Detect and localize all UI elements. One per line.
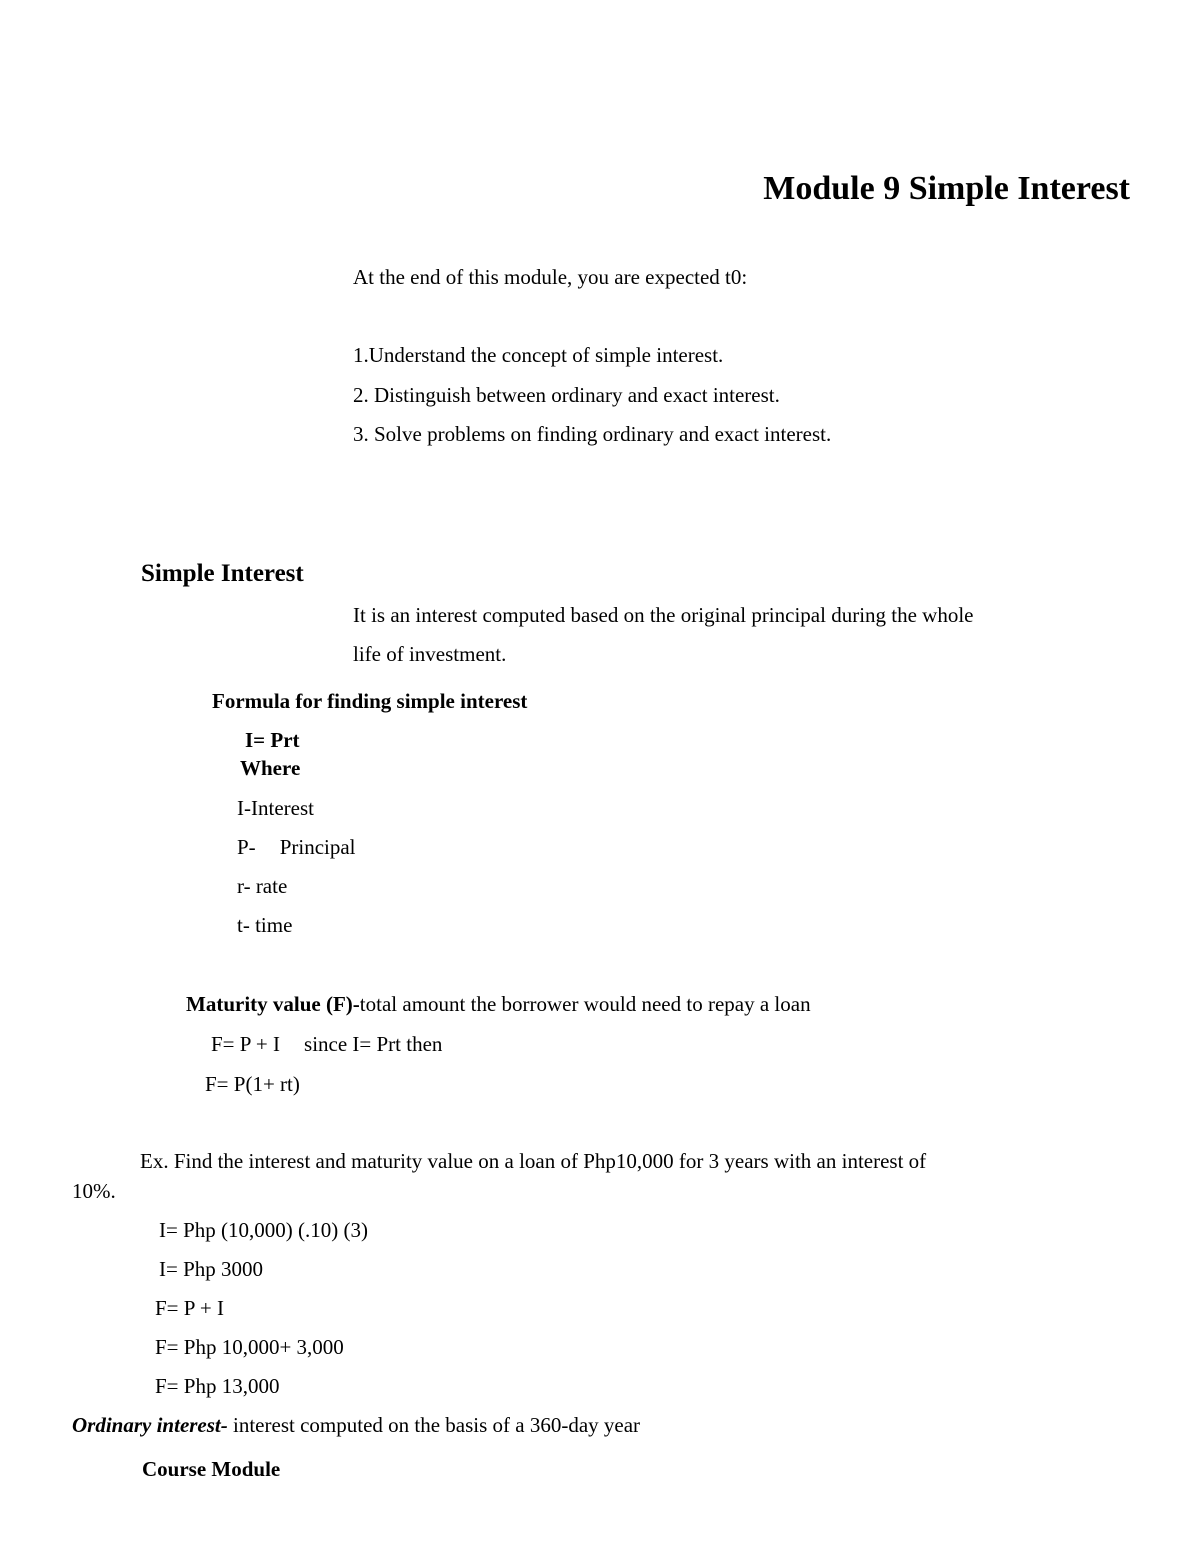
objective-item: 3. Solve problems on finding ordinary and exact interest. (353, 422, 832, 446)
example-problem: Ex. Find the interest and maturity value on a loan of Php10,000 for 3 years with an interest of (140, 1149, 927, 1173)
ordinary-interest-term: Ordinary interest- (72, 1413, 228, 1437)
variable-principal (237, 834, 356, 860)
maturity-definition (186, 991, 811, 1017)
maturity-formula-expanded: F= P(1+ rt) (205, 1072, 300, 1096)
formula-heading: Formula for finding simple interest (212, 689, 528, 713)
maturity-formula-left: F= P + I (211, 1032, 281, 1056)
objective-item: 1.Understand the concept of simple interest. (353, 343, 724, 367)
variable-rate: r- rate (237, 874, 288, 898)
page-footer: Course Module (142, 1457, 281, 1481)
solution-step: F= Php 10,000+ 3,000 (155, 1335, 344, 1359)
example-problem-continued: 10%. (72, 1179, 116, 1203)
page-title: Module 9 Simple Interest (763, 170, 1130, 207)
solution-step: I= Php 3000 (159, 1257, 264, 1281)
definition-line: life of investment. (353, 642, 507, 666)
section-heading-simple-interest: Simple Interest (141, 560, 304, 587)
maturity-formula-line (211, 1031, 442, 1057)
where-label: Where (240, 756, 301, 780)
principal-symbol: P- (237, 835, 256, 859)
solution-step: I= Php (10,000) (.10) (3) (159, 1218, 368, 1242)
solution-step: F= Php 13,000 (155, 1374, 280, 1398)
maturity-term: Maturity value (F)- (186, 992, 360, 1016)
ordinary-interest-text: interest computed on the basis of a 360-day year (227, 1413, 641, 1437)
maturity-formula-right: since I= Prt then (304, 1032, 443, 1056)
maturity-text: total amount the borrower would need to repay a loan (359, 992, 811, 1016)
variable-time: t- time (237, 913, 293, 937)
definition-line: It is an interest computed based on the original principal during the whole (353, 603, 974, 627)
ordinary-interest-definition (72, 1412, 640, 1438)
principal-label: Principal (279, 835, 356, 859)
objectives-intro: At the end of this module, you are expected t0: (353, 265, 748, 289)
objective-item: 2. Distinguish between ordinary and exact interest. (353, 383, 780, 407)
solution-step: F= P + I (155, 1296, 225, 1320)
variable-interest: I-Interest (237, 796, 314, 820)
simple-interest-formula: I= Prt (245, 728, 300, 752)
